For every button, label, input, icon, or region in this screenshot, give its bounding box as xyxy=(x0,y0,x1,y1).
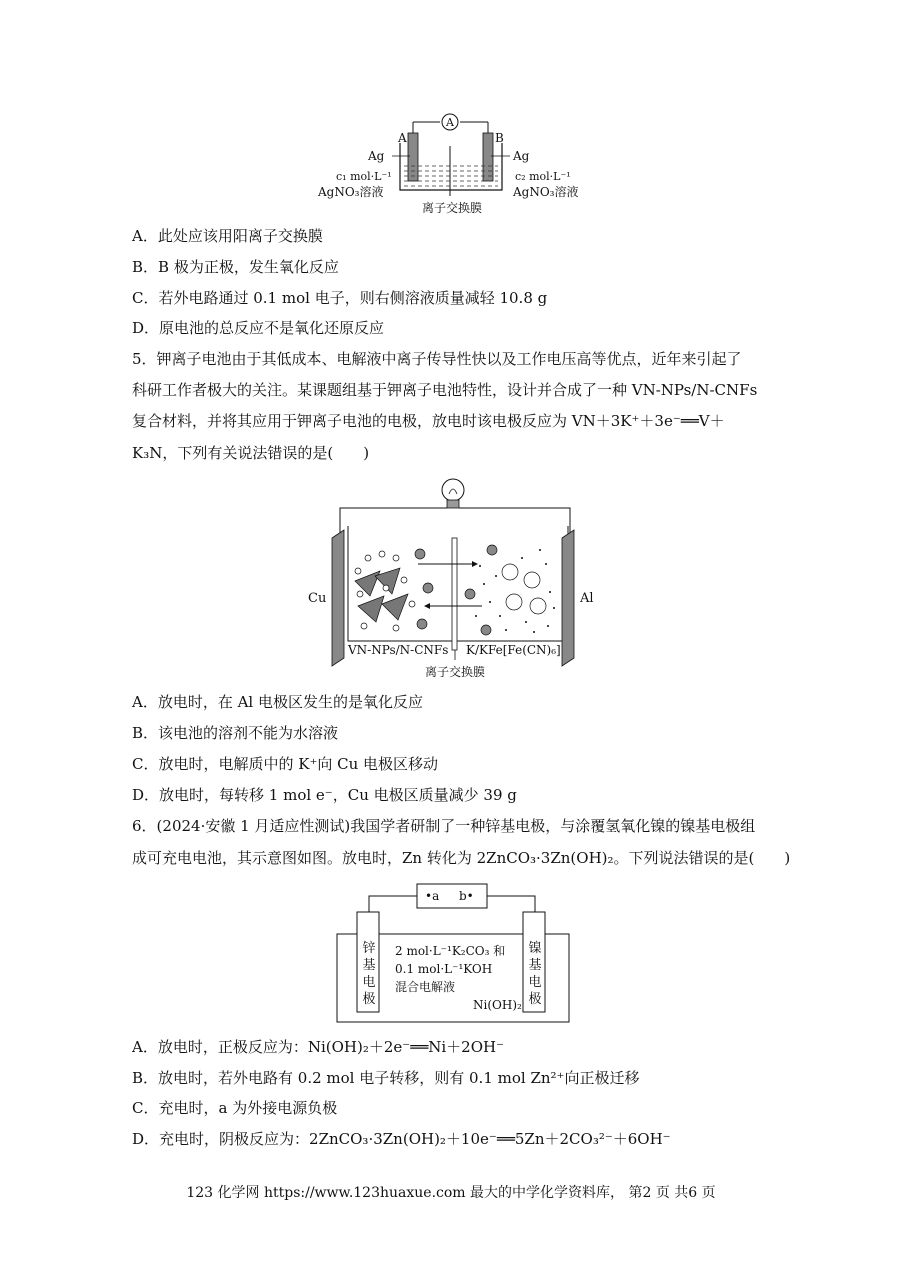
electrode-a-label: A xyxy=(398,131,407,145)
q5-stem-line-3: 复合材料，并将其应用于钾离子电池的电极，放电时该电极反应为 VN＋3K⁺＋3e⁻══V＋ xyxy=(132,412,725,430)
q5-membrane-label: 离子交换膜 xyxy=(424,665,486,679)
electrode-b xyxy=(483,133,493,181)
nickel-electrode-label: 镍 基 电 极 xyxy=(528,941,542,1007)
terminal-b-label: b• xyxy=(459,889,474,903)
q6-stem-line-2: 成可充电电池，其示意图如图。放电时，Zn 转化为 2ZnCO₃·3Zn(OH)₂。下列说法错误的是( ) xyxy=(132,849,791,867)
page-footer: 123 化学网 https://www.123huaxue.com 最大的中学化学资料库， 第2 页 共6 页 xyxy=(186,1185,716,1201)
q5-option-d: D．放电时，每转移 1 mol e⁻，Cu 电极区质量减少 39 g xyxy=(132,786,517,804)
q4-option-d: D．原电池的总反应不是氧化还原反应 xyxy=(132,319,385,337)
q5-stem-line-1: 5．钾离子电池由于其低成本、电解液中离子传导性快以及工作电压高等优点，近年来引起了 xyxy=(132,350,742,368)
q5-stem-line-2: 科研工作者极大的关注。某课题组基于钾离子电池特性，设计并合成了一种 VN-NPs/N-CNFs xyxy=(132,381,758,399)
ag-left-label: Ag xyxy=(368,149,385,163)
q6-stem-line-1: 6．(2024·安徽 1 月适应性测试)我国学者研制了一种锌基电极，与涂覆氢氧化镍的镍基电极组 xyxy=(132,817,756,835)
q5-option-c: C．放电时，电解质中的 K⁺向 Cu 电极区移动 xyxy=(132,755,439,773)
nickel-hydroxide-label: Ni(OH)₂ xyxy=(473,998,522,1012)
terminal-a-label: •a xyxy=(425,889,440,903)
q4-option-a: A．此处应该用阳离子交换膜 xyxy=(132,227,323,245)
zinc-electrode-label: 锌 基 电 极 xyxy=(362,941,376,1007)
q5-figure xyxy=(300,476,610,684)
electrode-b-label: B xyxy=(495,131,504,145)
ion-membrane xyxy=(452,538,457,650)
kfe-material-label: K/KFe[Fe(CN)₆] xyxy=(466,643,561,657)
q6-option-b: B．放电时，若外电路有 0.2 mol 电子转移，则有 0.1 mol Zn²⁺向正极迁移 xyxy=(132,1069,640,1087)
membrane-label: 离子交换膜 xyxy=(421,201,483,215)
vn-material-label: VN-NPs/N-CNFs xyxy=(348,643,449,657)
bulb-icon xyxy=(442,479,464,501)
cu-electrode xyxy=(332,530,344,666)
q6-option-c: C．充电时，a 为外接电源负极 xyxy=(132,1099,338,1117)
q5-option-a: A．放电时，在 Al 电极区发生的是氧化反应 xyxy=(132,693,424,711)
solution-left-label: AgNO₃溶液 xyxy=(318,185,384,199)
al-electrode xyxy=(562,530,574,666)
q4-figure xyxy=(300,108,600,218)
conc-right-label: c₂ mol·L⁻¹ xyxy=(515,170,571,183)
q4-option-c: C．若外电路通过 0.1 mol 电子，则右侧溶液质量减轻 10.8 g xyxy=(132,289,548,307)
q5-stem-line-4: K₃N，下列有关说法错误的是( ) xyxy=(132,444,370,462)
electrolyte-label: 2 mol·L⁻¹K₂CO₃ 和 0.1 mol·L⁻¹KOH 混合电解液 xyxy=(395,944,506,994)
cu-label: Cu xyxy=(308,591,327,606)
ag-right-label: Ag xyxy=(513,149,530,163)
al-label: Al xyxy=(580,591,594,606)
solution-right-label: AgNO₃溶液 xyxy=(513,185,579,199)
q6-option-d: D．充电时，阴极反应为：2ZnCO₃·3Zn(OH)₂＋10e⁻══5Zn＋2CO₃²⁻＋6OH⁻ xyxy=(132,1130,671,1148)
ammeter-label: A xyxy=(446,116,454,129)
q4-option-b: B．B 极为正极，发生氧化反应 xyxy=(132,258,339,276)
electrode-a xyxy=(408,133,418,181)
q6-option-a: A．放电时，正极反应为：Ni(OH)₂＋2e⁻══Ni＋2OH⁻ xyxy=(132,1038,505,1056)
q5-option-b: B．该电池的溶剂不能为水溶液 xyxy=(132,724,339,742)
q6-figure xyxy=(335,882,571,1024)
conc-left-label: c₁ mol·L⁻¹ xyxy=(336,170,392,183)
